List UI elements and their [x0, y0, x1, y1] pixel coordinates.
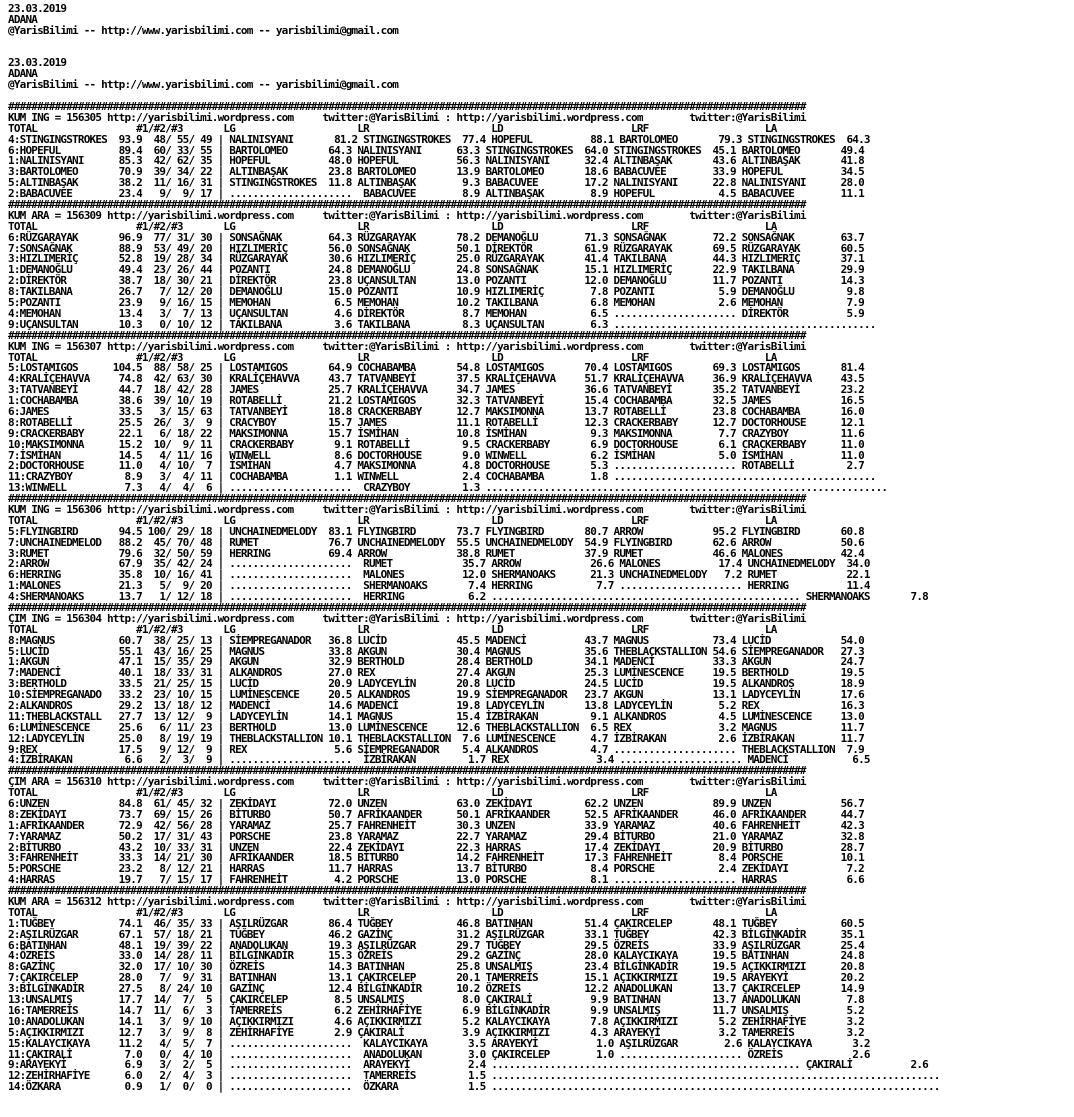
blank-line — [8, 48, 1074, 59]
report-line: 3:FAHRENHEİT 33.3 14/ 21/ 30 | AFRİKAANDER 18.5 BİTURBO 14.2 FAHRENHEİT 17.3 FAHRENHEİT 8.4 PORSCHE 10.1 — [8, 851, 864, 865]
report-line: 9:ARAYEKYİ 6.9 3/ 2/ 5 | ..................... ARAYEKYİ 2.4 ..................................................... ÇAKIRALİ 2.6 — [8, 1058, 928, 1072]
report-line: 6:JAMES 33.5 3/ 15/ 63 | TATVANBEYİ 18.8 CRACKERBABY 12.7 MAKSIMONNA 13.7 ROTABELLİ 23.8 COCHABAMBA 16.0 — [8, 404, 864, 418]
report-line: 4:HARRAS 19.7 7/ 15/ 17 | FAHRENHEİT 4.2 PORSCHE 13.0 PORSCHE 8.1 ..................... HARRAS 6.6 — [8, 873, 864, 887]
report-line: 2:BABACUVEE 23.4 9/ 9/ 17 | ..................... BABACUVEE 8.9 ALTINBAŞAK 8.9 HOPEFUL 4.5 BABACUVEE 11.1 — [8, 187, 864, 201]
report-line: TOTAL #1/#2/#3 LG LR LD LRF LA — [8, 786, 777, 800]
report-line: 12:ZEHİRHAFİYE 6.0 2/ 4/ 3 | ..................... TAMERREİS 1.5 ............................................................................. — [8, 1069, 940, 1083]
report-line: 6:RÜZGARAYAK 96.9 77/ 31/ 30 | SONSAĞNAK 64.3 RÜZGARAYAK 78.2 DEMANOĞLU 71.3 SONSAĞNAK 72.2 SONSAĞNAK 63.7 — [8, 230, 864, 244]
report-line: 4:MEMOHAN 13.4 3/ 7/ 13 | UÇANSULTAN 4.6 DİREKTÖR 8.7 MEMOHAN 6.5 ..................... DİREKTÖR 5.9 — [8, 306, 864, 320]
report-line: 8:TAKILBANA 26.7 7/ 12/ 20 | DEMANOĞLU 15.0 POZANTI 10.9 HIZLIMERİÇ 7.8 POZANTI 5.9 DEMANOĞLU 9.8 — [8, 285, 864, 299]
report-line: 2:ALKANDROS 29.2 13/ 18/ 12 | MADENCİ 14.6 MADENCİ 19.8 LADYCEYLİN 13.8 LADYCEYLİN 5.2 REX 16.3 — [8, 699, 864, 712]
report-line: 23.03.2019 — [8, 56, 67, 70]
report-line: 4:STINGINGSTROKES 93.9 48/ 55/ 49 | NALINISYANI 81.2 STINGINGSTROKES 77.4 HOPEFUL 88.1 BARTOLOMEO 79.3 STINGINGSTROKES 64.3 — [8, 132, 870, 146]
report-line: 8:MAGNUS 60.7 38/ 25/ 13 | SİEMPREGANADOR 36.8 LUCİD 45.5 MADENCİ 43.7 MAGNUS 73.4 LUCİD 54.0 — [8, 633, 864, 647]
report-line: 1:COCHABAMBA 38.6 39/ 10/ 19 | ROTABELLİ 21.2 LOSTAMIGOS 32.3 TATVANBEYİ 15.4 COCHABAMBA 32.5 JAMES 16.5 — [8, 394, 864, 408]
report-line: 5:LUCİD 55.1 43/ 16/ 25 | MAGNUS 33.8 AKGUN 30.4 MAGNUS 35.6 THEBLACKSTALLION 54.6 SİEMPREGANADOR 27.3 — [8, 644, 864, 658]
report-line: 3:BERTHOLD 33.5 21/ 25/ 15 | LUCİD 20.9 LADYCEYLİN 20.8 LUCİD 24.5 LUCİD 19.5 ALKANDROS 18.9 — [8, 677, 864, 691]
report-line: KUM ING = 156307 http://yarisbilimi.wordpress.com twitter:@YarisBilimi : http://yarisbilimi.wordpress.com twitter:@YarisBilimi — [8, 339, 806, 353]
report-line: KUM ARA = 156312 http://yarisbilimi.wordpress.com twitter:@YarisBilimi : http://yarisbilimi.wordpress.com twitter:@YarisBilimi — [8, 895, 806, 909]
report-line: 12:LADYCEYLİN 25.0 8/ 19/ 19 | THEBLACKSTALLION 10.1 THEBLACKSTALLION 7.6 LUMİNESCENCE 4.7 İZBİRAKAN 2.6 İZBİRAKAN 11.7 — [8, 731, 864, 745]
report-line: 7:SONSAĞNAK 88.9 53/ 49/ 20 | HIZLIMERİÇ 56.0 SONSAĞNAK 50.1 DİREKTÖR 61.9 RÜZGARAYAK 69.5 RÜZGARAYAK 60.5 — [8, 241, 864, 255]
report-line: 1:AKGUN 47.1 15/ 35/ 29 | AKGUN 32.9 BERTHOLD 28.4 BERTHOLD 34.1 MADENCİ 33.3 AKGUN 24.7 — [8, 655, 864, 669]
report-line: 2:BİTURBO 43.2 10/ 33/ 31 | UNZEN 22.4 ZEKİDAYI 22.3 HARRAS 17.4 ZEKİDAYI 20.9 BİTURBO 28.7 — [8, 840, 864, 854]
report-line: 3:TATVANBEYİ 44.7 18/ 42/ 28 | JAMES 25.7 KRALİÇEHAVVA 34.7 JAMES 36.6 TATVANBEYİ 35.2 TATVANBEYİ 23.2 — [8, 383, 864, 397]
report-line: TOTAL #1/#2/#3 LG LR LD LRF LA — [8, 219, 777, 233]
report-line: 3:HIZLIMERİÇ 52.8 19/ 28/ 34 | RÜZGARAYAK 30.6 HIZLIMERİÇ 25.0 RÜZGARAYAK 41.4 TAKILBANA 44.3 HIZLIMERİÇ 37.1 — [8, 252, 864, 266]
report-line: 14:ÖZKARA 0.9 1/ 0/ 0 | ..................... ÖZKARA 1.5 ............................................................................. — [8, 1080, 940, 1094]
report-line: 4:SHERMANOAKS 13.7 1/ 12/ 18 | ..................... HERRING 6.2 ..................................................... SHERMANOAKS 7.8 — [8, 590, 928, 604]
report-line: 9:UÇANSULTAN 10.3 0/ 10/ 12 | TAKILBANA 3.6 TAKILBANA 8.3 UÇANSULTAN 6.3 ............................................. — [8, 317, 876, 331]
report-line: 4:ÖZREİS 33.0 14/ 28/ 11 | BİLGİNKADİR 15.3 ÖZREİS 29.2 GAZİNÇ 28.0 KALAYCIKAYA 19.5 BATINHAN 24.8 — [8, 949, 864, 963]
report-line: TOTAL #1/#2/#3 LG LR LD LRF LA — [8, 905, 777, 919]
report-line: TOTAL #1/#2/#3 LG LR LD LRF LA — [8, 121, 777, 135]
report-line: TOTAL #1/#2/#3 LG LR LD LRF LA — [8, 350, 777, 364]
report-line: 2:AŞILRÜZGAR 67.1 57/ 18/ 21 | TUĞBEY 46.2 GAZİNÇ 31.2 AŞILRÜZGAR 33.1 TUĞBEY 42.3 BİLGİNKADİR 35.1 — [8, 927, 864, 941]
report-line: 13:UNSALMIŞ 17.7 14/ 7/ 5 | ÇAKIRCELEP 8.5 UNSALMIŞ 8.0 ÇAKIRALİ 9.9 BATINHAN 13.7 ANADOLUKAN 7.8 — [8, 993, 864, 1007]
separator-line: ######################################################################################################################################### — [8, 884, 806, 898]
report-line: ADANA — [8, 67, 38, 81]
report-line: 3:BARTOLOMEO 70.9 39/ 34/ 22 | ALTINBAŞAK 23.8 BARTOLOMEO 13.9 BARTOLOMEO 18.6 BABACUVEE 33.9 HOPEFUL 34.5 — [8, 165, 864, 179]
report-line: ADANA — [8, 12, 38, 26]
report-line: 6:HOPEFUL 89.4 60/ 33/ 55 | BARTOLOMEO 64.3 NALINISYANI 63.3 STINGINGSTROKES 64.0 STINGINGSTROKES 45.1 BARTOLOMEO 49.4 — [8, 143, 864, 157]
report-line: 8:GAZİNÇ 32.0 17/ 10/ 30 | ÖZREİS 14.3 BATINHAN 25.8 UNSALMIŞ 23.4 BİLGİNKADİR 19.5 AÇIKKIRMIZI 20.8 — [8, 960, 864, 974]
report-line: KUM ING = 156306 http://yarisbilimi.wordpress.com twitter:@YarisBilimi : http://yarisbilimi.wordpress.com twitter:@YarisBilimi — [8, 502, 806, 516]
report-line: 1:MALONES 21.3 5/ 9/ 20 | ..................... SHERMANOAKS 7.4 HERRING 7.7 ..................... HERRING 11.4 — [8, 579, 870, 593]
report-line: 2:DOCTORHOUSE 11.0 4/ 10/ 7 | İSMİHAN 4.7 MAKSIMONNA 4.8 DOCTORHOUSE 5.3 ..................... ROTABELLİ 2.7 — [8, 459, 864, 473]
report-line: 6:BATINHAN 48.1 19/ 39/ 22 | ANADOLUKAN 19.3 AŞILRÜZGAR 29.7 TUĞBEY 29.5 ÖZREİS 33.9 AŞILRÜZGAR 25.4 — [8, 938, 864, 952]
report-line: 8:ZEKİDAYI 73.7 69/ 15/ 26 | BİTURBO 50.7 AFRİKAANDER 50.1 AFRİKAANDER 52.5 AFRİKAANDER 46.0 AFRİKAANDER 44.7 — [8, 807, 864, 821]
report-line: 5:ALTINBAŞAK 38.2 11/ 16/ 31 | STINGINGSTROKES 11.8 ALTINBAŞAK 9.3 BABACUVEE 17.2 NALINISYANI 22.8 NALINISYANI 28.0 — [8, 176, 864, 190]
report-line: KUM ARA = 156309 http://yarisbilimi.wordpress.com twitter:@YarisBilimi : http://yarisbilimi.wordpress.com twitter:@YarisBilimi — [8, 208, 806, 222]
report-line: ÇIM ARA = 156310 http://yarisbilimi.wordpress.com twitter:@YarisBilimi : http://yarisbilimi.wordpress.com twitter:@YarisBilimi — [8, 775, 806, 789]
report-line: 16:TAMERREİS 14.7 11/ 6/ 3 | TAMERREİS 6.2 ZEHİRHAFİYE 6.9 BİLGİNKADİR 9.9 UNSALMIŞ 11.7 UNSALMIŞ 5.2 — [8, 1003, 864, 1017]
report-line: 11:ÇAKIRALİ 7.0 0/ 4/ 10 | ..................... ANADOLUKAN 3.0 ÇAKIRCELEP 1.0 ..................... ÖZREİS 2.6 — [8, 1047, 870, 1061]
report-line: 11:THEBLACKSTALL 27.7 13/ 12/ 9 | LADYCEYLİN 14.1 MAGNUS 15.4 İZBİRAKAN 9.1 ALKANDROS 4.5 LUMİNESCENCE 13.0 — [8, 709, 864, 723]
report-line: 1:NALINISYANI 85.3 42/ 62/ 35 | HOPEFUL 48.0 HOPEFUL 56.3 NALINISYANI 32.4 ALTINBAŞAK 43.6 ALTINBAŞAK 41.8 — [8, 154, 864, 168]
report-line: 1:TUĞBEY 74.1 46/ 35/ 33 | AŞILRÜZGAR 86.4 TUĞBEY 46.8 BATINHAN 51.4 ÇAKIRCELEP 48.1 TUĞBEY 60.5 — [8, 916, 864, 930]
report-line: 9:REX 17.5 9/ 12/ 9 | REX 5.6 SİEMPREGANADOR 5.4 ALKANDROS 4.7 ..................... THEBLACKSTALLION 7.9 — [8, 742, 864, 756]
report-line: 4:İZBİRAKAN 6.6 2/ 3/ 9 | ..................... İZBİRAKAN 1.7 REX 3.4 ..................... MADENCİ 6.5 — [8, 753, 870, 767]
report-line: 1:DEMANOĞLU 49.4 23/ 26/ 44 | POZANTI 24.8 DEMANOĞLU 24.8 SONSAĞNAK 15.1 HIZLIMERİÇ 22.9 TAKILBANA 29.9 — [8, 263, 864, 277]
report-line: 5:FLYINGBIRD 94.5 100/ 29/ 18 | UNCHAINEDMELODY 83.1 FLYINGBIRD 73.7 FLYINGBIRD 80.7 ARROW 95.2 FLYINGBIRD 60.8 — [8, 524, 864, 538]
report-line: 4:KRALİÇEHAVVA 74.8 42/ 63/ 30 | KRALİÇEHAVVA 43.7 TATVANBEYİ 37.5 KRALİÇEHAVVA 51.7 KRALİÇEHAVVA 36.9 KRALİÇEHAVVA 43.5 — [8, 372, 864, 386]
report-line: KUM ING = 156305 http://yarisbilimi.wordpress.com twitter:@YarisBilimi : http://yarisbilimi.wordpress.com twitter:@YarisBilimi — [8, 110, 806, 124]
report-line: 3:BİLGİNKADİR 27.5 8/ 24/ 10 | GAZİNÇ 12.4 BİLGİNKADİR 10.2 ÖZREİS 12.2 ANADOLUKAN 13.7 ÇAKIRCELEP 14.9 — [8, 982, 864, 996]
report-line: 6:HERRING 35.8 10/ 16/ 41 | ..................... MALONES 12.0 SHERMANOAKS 21.3 UNCHAINEDMELODY 7.2 RUMET 22.1 — [8, 568, 870, 582]
report-line: 1:AFRİKAANDER 72.9 42/ 56/ 28 | YARAMAZ 25.7 FAHRENHEİT 30.3 UNZEN 33.9 YARAMAZ 40.6 FAHRENHEİT 42.3 — [8, 818, 864, 832]
report-line: 6:LUMİNESCENCE 25.6 6/ 11/ 23 | BERTHOLD 13.0 LUMİNESCENCE 12.6 THEBLACKSTALLION 6.5 REX 3.2 MAGNUS 11.7 — [8, 720, 864, 734]
report-line: @YarisBilimi -- http://www.yarisbilimi.com -- yarisbilimi@gmail.com — [8, 78, 399, 92]
report-line: 11:CRAZYBOY 8.9 3/ 4/ 11 | COCHABAMBA 1.1 WINWELL 2.4 COCHABAMBA 1.8 ............................................. — [8, 470, 876, 484]
separator-line: ######################################################################################################################################### — [8, 600, 806, 614]
report-line: @YarisBilimi -- http://www.yarisbilimi.com -- yarisbilimi@gmail.com — [8, 23, 399, 37]
report-line: 7:UNCHAINEDMELOD 88.2 45/ 70/ 48 | RUMET 76.7 UNCHAINEDMELODY 55.5 UNCHAINEDMELODY 54.9 FLYINGBIRD 62.6 ARROW 50.6 — [8, 535, 864, 549]
report-line: 6:UNZEN 84.8 61/ 45/ 32 | ZEKİDAYI 72.0 UNZEN 63.0 ZEKİDAYI 62.2 UNZEN 89.9 UNZEN 56.7 — [8, 797, 864, 811]
report-line: 5:PORSCHE 23.2 8/ 12/ 21 | HARRAS 11.7 HARRAS 13.7 BİTURBO 8.4 PORSCHE 2.4 ZEKİDAYI 7.2 — [8, 862, 864, 876]
report-line: TOTAL #1/#2/#3 LG LR LD LRF LA — [8, 513, 777, 527]
report-line: TOTAL #1/#2/#3 LG LR LD LRF LA — [8, 622, 777, 636]
report-line: 7:İSMİHAN 14.5 4/ 11/ 16 | WINWELL 8.6 DOCTORHOUSE 9.0 WINWELL 6.2 İSMİHAN 5.0 İSMİHAN 11.0 — [8, 448, 864, 462]
report-line: 5:POZANTI 23.9 9/ 16/ 15 | MEMOHAN 6.5 MEMOHAN 10.2 TAKILBANA 6.8 MEMOHAN 2.6 MEMOHAN 7.9 — [8, 296, 864, 310]
report-line: 2:ARROW 67.9 35/ 42/ 24 | ..................... RUMET 35.7 ARROW 26.6 MALONES 17.4 UNCHAINEDMELODY 34.0 — [8, 557, 870, 571]
separator-line: ######################################################################################################################################### — [8, 100, 806, 114]
report-line: 2:DİREKTÖR 38.7 18/ 30/ 21 | DİREKTÖR 23.8 UÇANSULTAN 13.0 POZANTI 12.0 DEMANOĞLU 11.7 POZANTI 14.3 — [8, 274, 864, 288]
report-line: 10:ANADOLUKAN 14.1 3/ 9/ 10 | AÇIKKIRMIZI 4.6 AÇIKKIRMIZI 5.2 KALAYCIKAYA 7.8 AÇIKKIRMIZI 5.2 ZEHİRHAFİYE 3.2 — [8, 1014, 864, 1028]
report-line: 23.03.2019 — [8, 2, 67, 15]
report-line: 7:ÇAKIRCELEP 28.0 7/ 9/ 31 | BATINHAN 13.1 ÇAKIRCELEP 20.1 TAMERREİS 15.1 AÇIKKIRMIZI 19.5 ARAYEKYİ 20.2 — [8, 971, 864, 985]
report-line: 10:SİEMPREGANADO 33.2 23/ 10/ 15 | LUMİNESCENCE 20.5 ALKANDROS 19.9 SİEMPREGANADOR 23.7 AKGUN 13.1 LADYCEYLİN 17.6 — [8, 688, 864, 702]
report-line: 7:MADENCİ 40.1 18/ 33/ 31 | ALKANDROS 27.0 REX 27.4 AKGUN 25.3 LUMİNESCENCE 19.5 BERTHOLD 19.5 — [8, 666, 864, 680]
separator-line: ######################################################################################################################################### — [8, 198, 806, 212]
report-line: 5:LOSTAMIGOS 104.5 88/ 58/ 25 | LOSTAMIGOS 64.9 COCHABAMBA 54.8 LOSTAMIGOS 70.4 LOSTAMIGOS 69.3 LOSTAMIGOS 81.4 — [8, 361, 864, 375]
report-line: 7:YARAMAZ 50.2 17/ 31/ 43 | PORSCHE 23.8 YARAMAZ 22.7 YARAMAZ 29.4 BİTURBO 21.0 YARAMAZ 32.8 — [8, 829, 864, 843]
blank-line — [8, 37, 1074, 48]
report-line: 13:WINWELL 7.3 4/ 4/ 6 | ..................... CRAZYBOY 1.3 ..................................................................... — [8, 481, 888, 495]
report-line: 9:CRACKERBABY 22.1 6/ 18/ 22 | MAKSIMONNA 15.7 İSMİHAN 10.8 İSMİHAN 9.3 MAKSIMONNA 7.7 CRAZYBOY 11.6 — [8, 426, 864, 440]
report-line: 5:AÇIKKIRMIZI 12.7 3/ 9/ 8 | ZEHİRHAFİYE 2.9 ÇAKIRALİ 3.9 AÇIKKIRMIZI 4.3 ARAYEKYİ 3.2 TAMERREİS 3.2 — [8, 1025, 864, 1039]
report-line: 15:KALAYCIKAYA 11.2 4/ 5/ 7 | ..................... KALAYCIKAYA 3.5 ARAYEKYİ 1.0 AŞILRÜZGAR 2.6 KALAYCIKAYA 3.2 — [8, 1036, 870, 1050]
report-line: ÇIM ING = 156304 http://yarisbilimi.wordpress.com twitter:@YarisBilimi : http://yarisbilimi.wordpress.com twitter:@YarisBilimi — [8, 611, 806, 625]
report-line: 10:MAKSIMONNA 15.2 10/ 9/ 11 | CRACKERBABY 9.1 ROTABELLİ 9.5 CRACKERBABY 6.9 DOCTORHOUSE 6.1 CRACKERBABY 11.0 — [8, 437, 864, 451]
report-line: 8:ROTABELLİ 25.5 26/ 3/ 9 | CRACYBOY 15.7 JAMES 11.1 ROTABELLİ 12.3 CRACKERBABY 12.7 DOCTORHOUSE 12.1 — [8, 415, 864, 429]
separator-line: ######################################################################################################################################### — [8, 764, 806, 778]
separator-line: ######################################################################################################################################### — [8, 492, 806, 506]
report-line: 3:RUMET 79.6 32/ 50/ 59 | HERRING 69.4 ARROW 38.8 RUMET 37.9 RUMET 46.6 MALONES 42.4 — [8, 546, 864, 560]
separator-line: ######################################################################################################################################### — [8, 328, 806, 342]
